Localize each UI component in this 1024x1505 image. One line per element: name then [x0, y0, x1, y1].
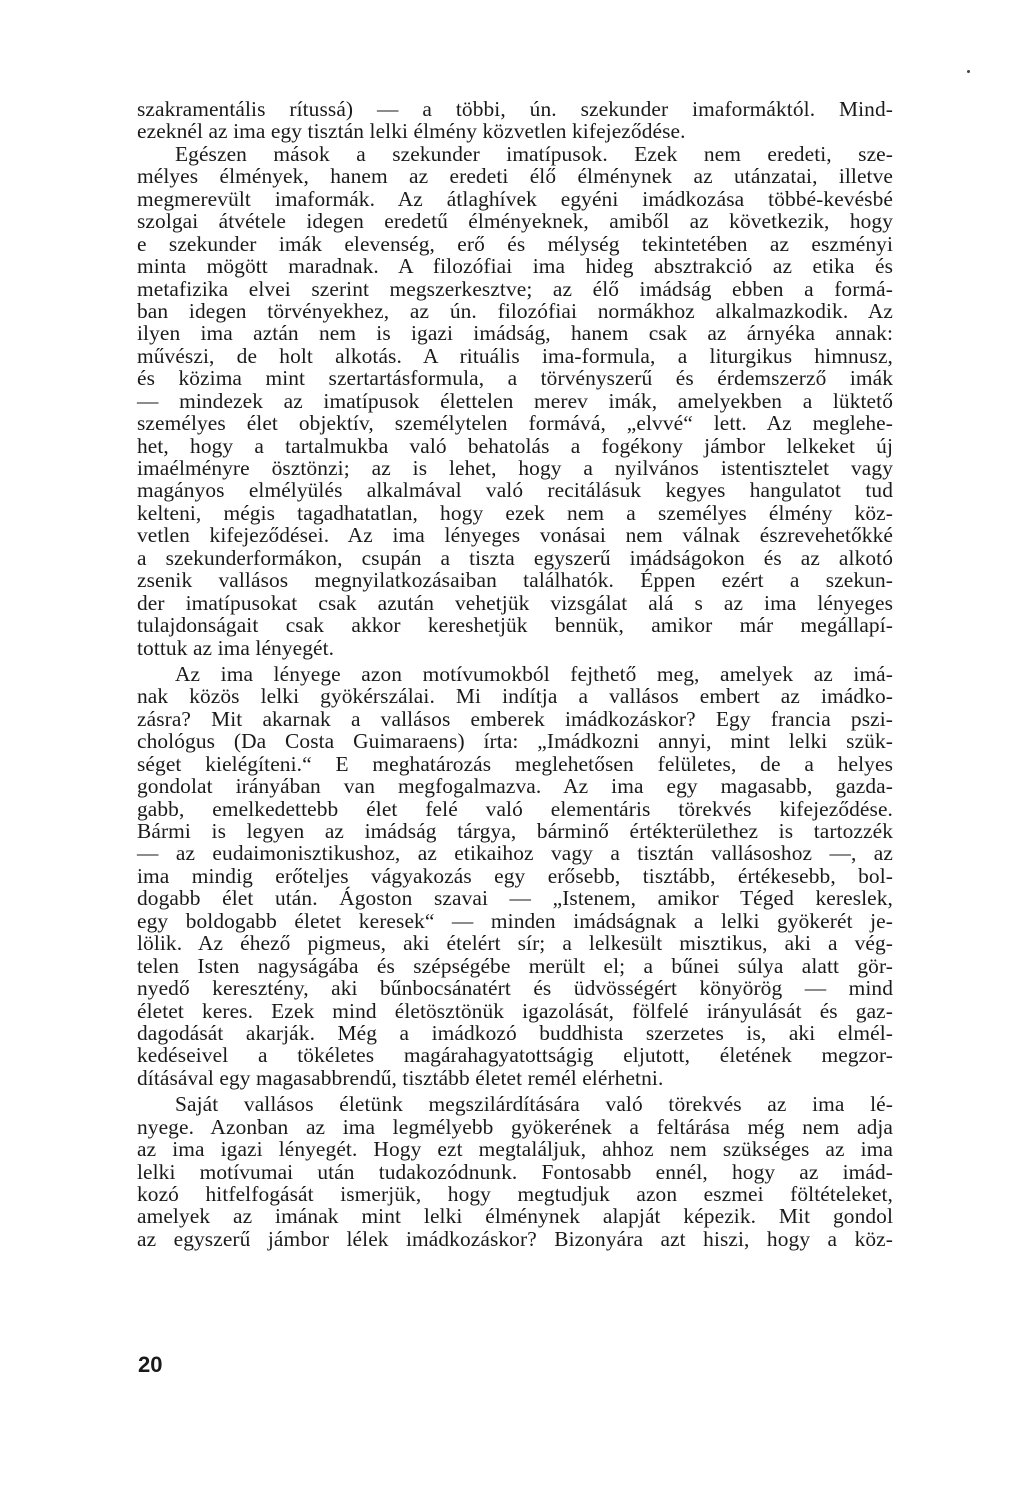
text-line: megmerevült imaformák. Az átlaghívek egyéni imádkozása többé-kevésbé	[137, 186, 893, 211]
text-line: dagodását akarják. Még a imádkozó buddhista szerzetes is, aki elmél-	[137, 1020, 893, 1045]
text-line: gabb, emelkedettebb élet felé való elementáris törekvés kifejeződése.	[137, 796, 893, 821]
text-line: és közima mint szertartásformula, a törvényszerű és érdemszerző imák	[137, 366, 893, 391]
text-line: der imatípusokat csak azután vehetjük vizsgálat alá s az ima lényeges	[137, 590, 893, 615]
text-line: lelki motívumai után tudakozódnunk. Fontosabb ennél, hogy az imád-	[137, 1159, 893, 1184]
text-line: zsenik vallásos megnyilatkozásaiban találhatók. Éppen ezért a szekun-	[137, 568, 893, 593]
text-line: magányos elmélyülés alkalmával való recitálásuk kegyes hangulatot tud	[137, 478, 893, 503]
text-line: az ima igazi lényegét. Hogy ezt megtaláljuk, ahhoz nem szükséges az ima	[137, 1137, 893, 1162]
text-line: ban idegen törvényekhez, az ún. filozófiai normákhoz alkalmazkodik. Az	[137, 298, 893, 323]
text-line: a szekunderformákon, csupán a tiszta egyszerű imádságokon és az alkotó	[137, 545, 893, 570]
text-line: e szekunder imák elevenség, erő és mélység tekintetében az eszményi	[137, 231, 893, 256]
text-line: kelteni, mégis tagadhatatlan, hogy ezek nem a személyes élmény köz-	[137, 500, 893, 525]
text-line: tulajdonságait csak akkor kereshetjük bennük, amikor már megállapí-	[137, 613, 893, 638]
text-line: az egyszerű jámbor lélek imádkozáskor? Bizonyára azt hiszi, hogy a köz-	[137, 1226, 893, 1251]
text-line: minta mögött maradnak. A filozófiai ima hideg absztrakció az etika és	[137, 254, 893, 279]
text-line: zásra? Mit akarnak a vallásos emberek imádkozáskor? Egy francia pszi-	[137, 706, 893, 731]
text-line: személyes élet objektív, személytelen formává, „elvvé“ lett. Az meglehe-	[137, 411, 893, 436]
text-line: kozó hitfelfogását ismerjük, hogy megtudjuk azon eszmei föltételeket,	[137, 1182, 893, 1206]
text-line: szolgai átvétele idegen eredetű élményeknek, amiből az következik, hogy	[137, 209, 893, 234]
text-line: Saját vallásos életünk megszilárdítására való törekvés az ima lé-	[175, 1092, 893, 1117]
text-line: nak közös lelki gyökérszálai. Mi indítja a vallásos embert az imádko-	[137, 684, 893, 709]
text-line: ezeknél az ima egy tisztán lelki élmény közvetlen kifejeződése.	[137, 119, 686, 144]
text-line: telen Isten nagyságába és szépségébe merült el; a bűnei súlya alatt gör-	[137, 953, 893, 978]
text-line: kedéseivel a tökéletes magárahagyatottságig eljutott, életének megzor-	[137, 1043, 893, 1068]
text-line: mélyes élmények, hanem az eredeti élő élménynek az utánzatai, illetve	[137, 164, 893, 189]
text-line: szakramentális rítussá) — a többi, ún. szekunder imaformáktól. Mind-	[137, 97, 893, 121]
text-line: metafizika elvei szerint megszerkesztve; az élő imádság ebben a formá-	[137, 276, 893, 301]
text-line: ima mindig erőteljes vágyakozás egy erősebb, tisztább, értékesebb, bol-	[137, 863, 893, 888]
text-line: tottuk az ima lényegét.	[137, 635, 335, 660]
body-text	[137, 98, 893, 1250]
text-line: amelyek az imának mint lelki élménynek alapját képezik. Mit gondol	[137, 1204, 893, 1229]
text-line: — mindezek az imatípusok élettelen merev imák, amelyekben a lüktető	[137, 388, 893, 413]
text-line: Egészen mások a szekunder imatípusok. Ezek nem eredeti, sze-	[175, 141, 893, 166]
text-line: Bármi is legyen az imádság tárgya, bárminő értékterülethez is tartozzék	[137, 819, 893, 843]
text-line: het, hogy a tartalmukba való behatolás a fogékony jámbor lelkeket új	[137, 433, 893, 458]
scan-speck	[967, 70, 970, 73]
text-line: séget kielégíteni.“ E meghatározás meglehetősen felületes, de a helyes	[137, 751, 893, 776]
text-line: művészi, de holt alkotás. A rituális ima-formula, a liturgikus himnusz,	[137, 343, 893, 368]
text-line: gondolat irányában van megfogalmazva. Az ima egy magasabb, gazda-	[137, 774, 893, 799]
text-line: lölik. Az éhező pigmeus, aki ételért sír; a lelkesült misztikus, aki a vég-	[137, 931, 893, 956]
text-line: életet keres. Ezek mind életösztönük igazolását, fölfelé irányulását és gaz-	[137, 998, 893, 1023]
text-line: Az ima lényege azon motívumokból fejthető meg, amelyek az imá-	[175, 661, 893, 686]
text-line: nyedő keresztény, aki bűnbocsánatért és üdvösségért könyörög — mind	[137, 976, 893, 1001]
text-line: vetlen kifejeződései. Az ima lényeges vonásai nem válnak észrevehetőkké	[137, 523, 893, 548]
text-line: chológus (Da Costa Guimaraens) írta: „Imádkozni annyi, mint lelki szük-	[137, 729, 893, 754]
text-line: — az eudaimonisztikushoz, az etikaihoz vagy a tisztán vallásoshoz —, az	[137, 841, 893, 866]
text-line: imaélményre ösztönzi; az is lehet, hogy a nyilvános istentisztelet vagy	[137, 456, 893, 480]
text-line: nyege. Azonban az ima legmélyebb gyökerének a feltárása még nem adja	[137, 1114, 893, 1139]
text-line: egy boldogabb életet keresek“ — minden imádságnak a lelki gyökerét je-	[137, 908, 893, 933]
page-number: 20	[138, 1352, 163, 1377]
text-line: dogabb élet után. Ágoston szavai — „Istenem, amikor Téged kereslek,	[137, 886, 893, 911]
text-line: dításával egy magasabbrendű, tisztább életet remél elérhetni.	[137, 1065, 664, 1090]
text-line: ilyen ima aztán nem is igazi imádság, hanem csak az árnyéka annak:	[137, 321, 893, 346]
